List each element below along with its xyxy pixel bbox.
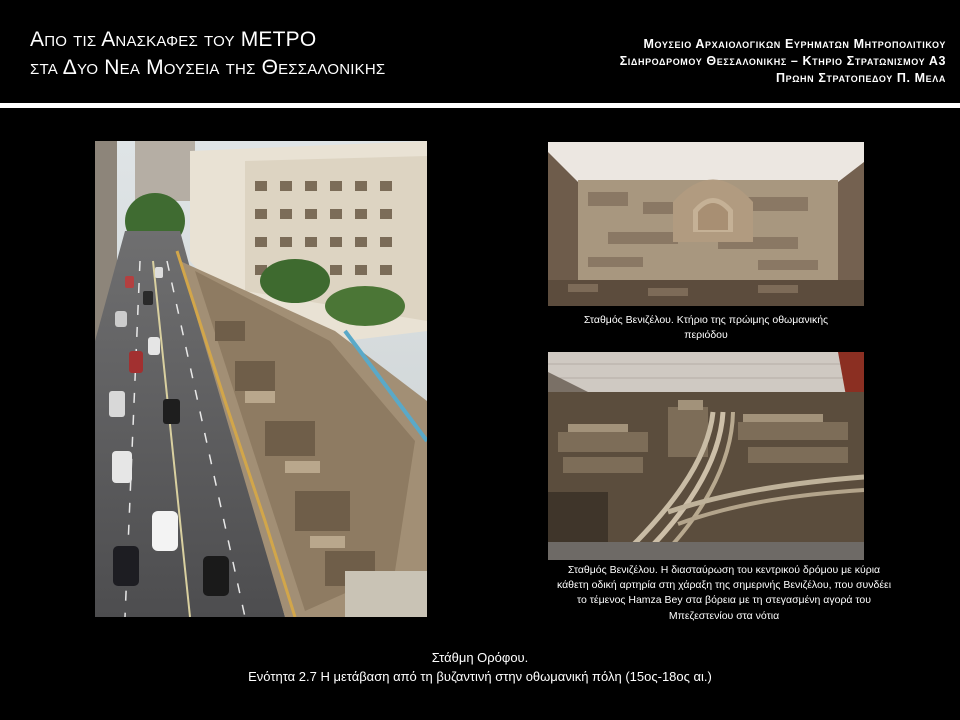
building-caption-line-2: περιόδου bbox=[684, 329, 728, 342]
ottoman-building-photo bbox=[548, 142, 864, 306]
building-caption bbox=[548, 313, 864, 343]
crossing-caption-line-3: το τέμενος Hamza Bey στα βόρεια με τη στεγασμένη αγορά του bbox=[577, 594, 871, 607]
title-line-1: Απο τις Ανασκαφες του ΜΕΤΡΟ bbox=[30, 28, 317, 51]
crossing-caption-line-2: κάθετη οδική αρτηρία στη χάραξη της σημερινής Βενιζέλου, που συνδέει bbox=[556, 579, 892, 592]
road-crossing-photo bbox=[548, 352, 864, 560]
crossing-caption-line-1: Σταθμός Βενιζέλου. Η διασταύρωση του κεντρικού δρόμου με κύρια bbox=[567, 564, 881, 576]
building-caption-line-1: Σταθμός Βενιζέλου. Κτήριο της πρώιμης οθωμανικής bbox=[583, 314, 829, 326]
museum-line-1: Μουσειο Αρχαιολογικων Ευρηματων Μητροπολιτικου bbox=[643, 37, 946, 51]
museum-line-2: Σιδηροδρομου Θεσσαλονικης – Κτηριο Στρατωνισμου Α3 bbox=[619, 53, 946, 68]
slide-title bbox=[30, 26, 385, 83]
street-photo-graphic bbox=[95, 141, 427, 617]
street-excavation-photo bbox=[95, 141, 427, 617]
building-photo-graphic bbox=[548, 142, 864, 306]
museum-title bbox=[620, 36, 946, 86]
crossing-caption-line-4: Μπεζεστενίου στα νότια bbox=[668, 609, 780, 622]
header-divider bbox=[0, 103, 960, 108]
crossing-caption bbox=[526, 563, 922, 624]
title-line-2: στα Δυο Νεα Μουσεια της Θεσσαλονικης bbox=[30, 56, 386, 80]
museum-line-3: Πρωην Στρατοπεδου Π. Μελα bbox=[776, 70, 946, 85]
crossing-photo-graphic bbox=[548, 352, 864, 560]
section-title: Ενότητα 2.7 Η μετάβαση από τη βυζαντινή στην οθωμανική πόλη (15ος-18ος αι.) bbox=[248, 669, 712, 684]
floor-level-label: Στάθμη Ορόφου. bbox=[431, 650, 529, 665]
